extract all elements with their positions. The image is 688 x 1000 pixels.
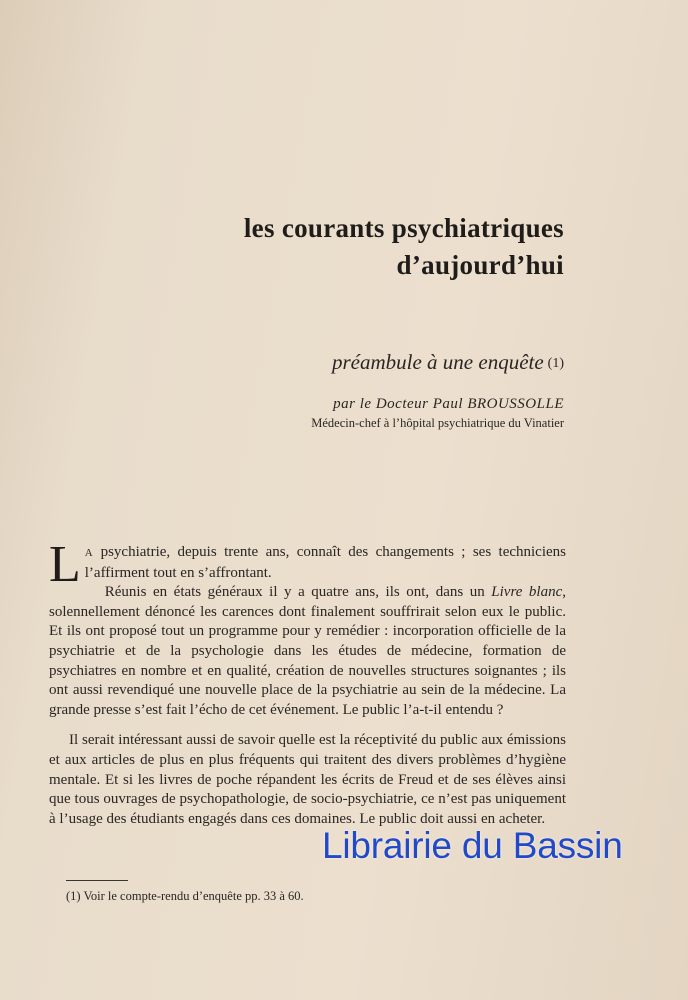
small-cap: A <box>84 547 94 559</box>
paragraph-2-start: Réunis en états généraux il y a quatre ans, ils ont, dans un <box>104 584 492 601</box>
author-byline: par le Docteur Paul BROUSSOLLE <box>333 396 564 412</box>
article-subtitle <box>332 350 564 375</box>
author-affiliation: Médecin-chef à l’hôpital psychiatrique du Vinatier <box>311 416 564 430</box>
author-block <box>311 395 564 433</box>
drop-cap: L <box>49 536 81 593</box>
paragraph-2-end: , solennellement dénoncé les carences dont finalement souffrirait selon eux le public. Et ils ont proposé tout un programme pour y remédier : incorporation officielle de la psychiatrie et de la psychologie dans les études de médecine, formation de psychiatres en nombre et en qualité, création de nouvelles structures soignantes ; ils ont aussi revendiqué une nouvelle place de la psychiatrie au sein de la médecine. La grande presse s’est fait l’écho de cet événement. Le public l’a-t-il entendu ? <box>49 584 566 718</box>
paragraph-2-italic: Livre blanc <box>491 584 563 601</box>
watermark: Librairie du Bassin <box>322 825 623 866</box>
subtitle-footnote-ref: (1) <box>547 356 564 371</box>
footnote-divider <box>66 880 128 881</box>
article-title <box>244 210 564 284</box>
paragraph-2 <box>49 583 566 720</box>
paragraph-3: Il serait intéressant aussi de savoir quelle est la réceptivité du public aux émissions et aux articles de plus en plus fréquents qui traitent des divers problèmes d’hygiène mentale. Et si les livres de poche répandent les écrits de Freud et de ses élèves ainsi que tous ouvrages de psychopathologie, de socio-psychiatrie, ce n’est pas uniquement à l’usage des étudiants engagés dans ces domaines. Le public doit aussi en acheter. <box>49 732 566 827</box>
title-line-1: les courants psychiatriques <box>243 213 564 243</box>
title-line-2: d’aujourd’hui <box>396 250 564 280</box>
article-body <box>49 536 566 829</box>
paragraph-1-text: psychiatrie, depuis trente ans, connaît des changements ; ses techniciens l’affirment tout en s’affrontant. <box>84 544 566 581</box>
subtitle-text: préambule à une enquête <box>331 350 544 374</box>
footnote: (1) Voir le compte-rendu d’enquête pp. 33 à 60. <box>66 889 304 903</box>
